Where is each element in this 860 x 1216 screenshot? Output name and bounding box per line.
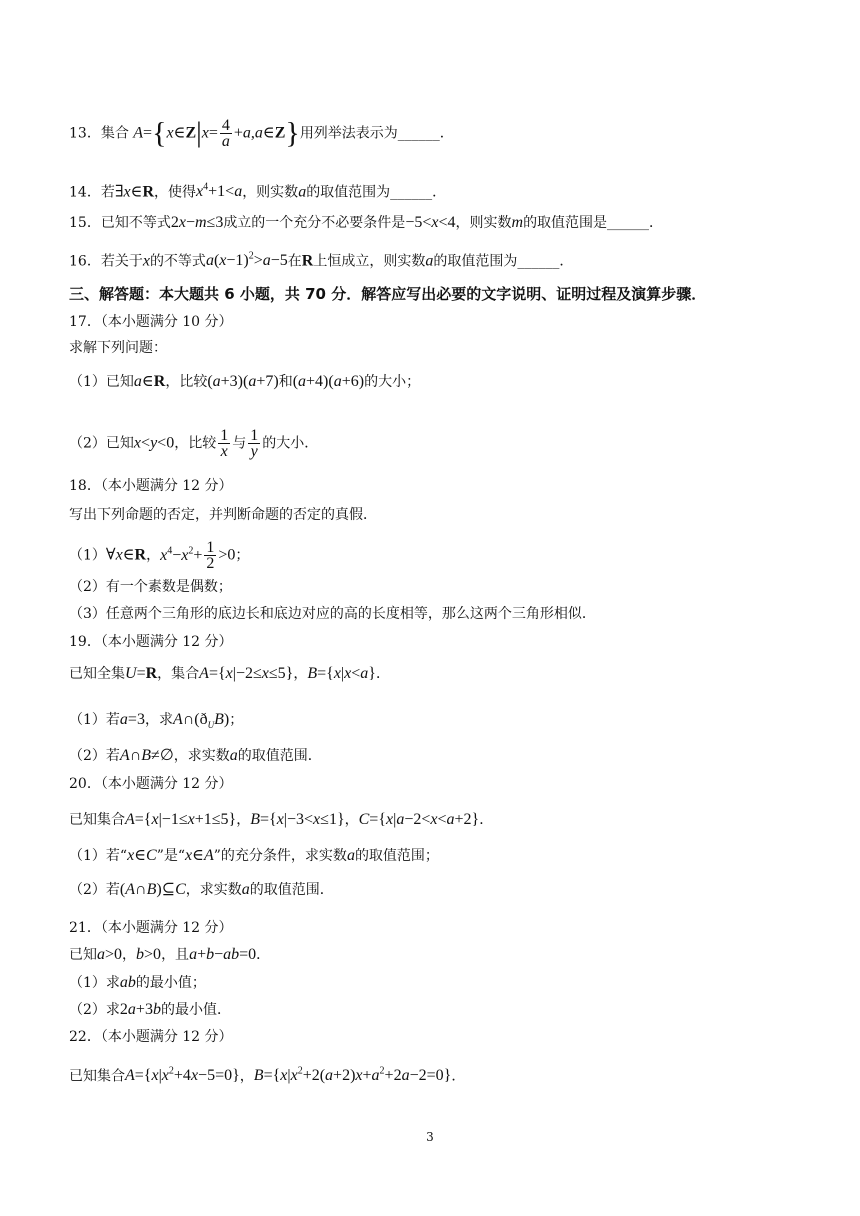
- question-19-part1: （1）若a=3，求$A\cap(ð_UB)$；: [69, 711, 244, 731]
- question-22-intro: 已知集合$A=\{x|x^2+4x-5=0\}$，$B=\{x|x^2+2(a+2)x+a^2+2a-2=0\}$．: [69, 1066, 466, 1085]
- question-17-part2: （2）已知x<y<0，比较 $\frac{1}{x}$ 与 $\frac{1}{y}$ 的大小．: [69, 427, 319, 460]
- question-20-part2: （2）若(A∩B)⊆C，求实数a的取值范围．: [69, 881, 334, 898]
- question-21-intro: 已知a>0，b>0，且a+b−ab=0．: [69, 946, 271, 963]
- question-14: 14．若∃x∈R，使得$x^4+1<a$，则实数a的取值范围为______．: [69, 182, 447, 201]
- question-20-part1: （1）若“x∈C”是“x∈A”的充分条件，求实数a的取值范围；: [69, 847, 439, 864]
- question-18-part2: （2）有一个素数是偶数；: [69, 579, 232, 595]
- question-18-part3: （3）任意两个三角形的底边长和底边对应的高的长度相等，那么这两个三角形相似．: [69, 606, 596, 622]
- question-13: 13．集合 A={x∈Z|x= $\frac{4}{a}$ +a,a∈Z}用列举法表示为______．: [69, 116, 454, 150]
- question-18-part1: （1）∀x∈R，$x^4-x^2+$ $\frac{1}{2}$ >0；: [69, 539, 250, 572]
- question-19-part2: （2）若A∩B≠∅，求实数a的取值范围．: [69, 747, 322, 764]
- question-17-intro: 求解下列问题：: [69, 340, 167, 356]
- question-19-header: 19．（本小题满分 12 分）: [69, 634, 233, 650]
- question-17-header: 17．（本小题满分 10 分）: [69, 314, 233, 330]
- question-22-header: 22．（本小题满分 12 分）: [69, 1029, 233, 1045]
- question-17-part1: （1）已知a∈R，比较(a+3)(a+7)和(a+4)(a+6)的大小；: [69, 373, 421, 390]
- question-20-intro: 已知集合A={x|−1≤x+1≤5}，B={x|−3<x≤1}，C={x|a−2<x<a+2}．: [69, 811, 494, 828]
- question-21-part1: （1）求ab的最小值；: [69, 974, 206, 991]
- question-20-header: 20．（本小题满分 12 分）: [69, 776, 233, 792]
- question-19-intro: 已知全集U=R，集合A={x|−2≤x≤5}，B={x|x<a}．: [69, 665, 390, 682]
- page-number: 3: [426, 1130, 434, 1144]
- question-21-part2: （2）求2a+3b的最小值．: [69, 1001, 231, 1018]
- question-18-intro: 写出下列命题的否定，并判断命题的否定的真假．: [69, 507, 377, 523]
- question-21-header: 21．（本小题满分 12 分）: [69, 920, 233, 936]
- section-3-heading: 三、解答题：本大题共 6 小题，共 70 分．解答应写出必要的文字说明、证明过程及演算步骤．: [69, 285, 707, 303]
- question-18-header: 18．（本小题满分 12 分）: [69, 478, 233, 494]
- question-16: 16．若关于x的不等式$a(x-1)^2>a-5$在R上恒成立，则实数a的取值范围为______．: [69, 251, 574, 270]
- question-15: 15．已知不等式2x−m≤3成立的一个充分不必要条件是−5<x<4，则实数m的取值范围是______．: [69, 214, 664, 231]
